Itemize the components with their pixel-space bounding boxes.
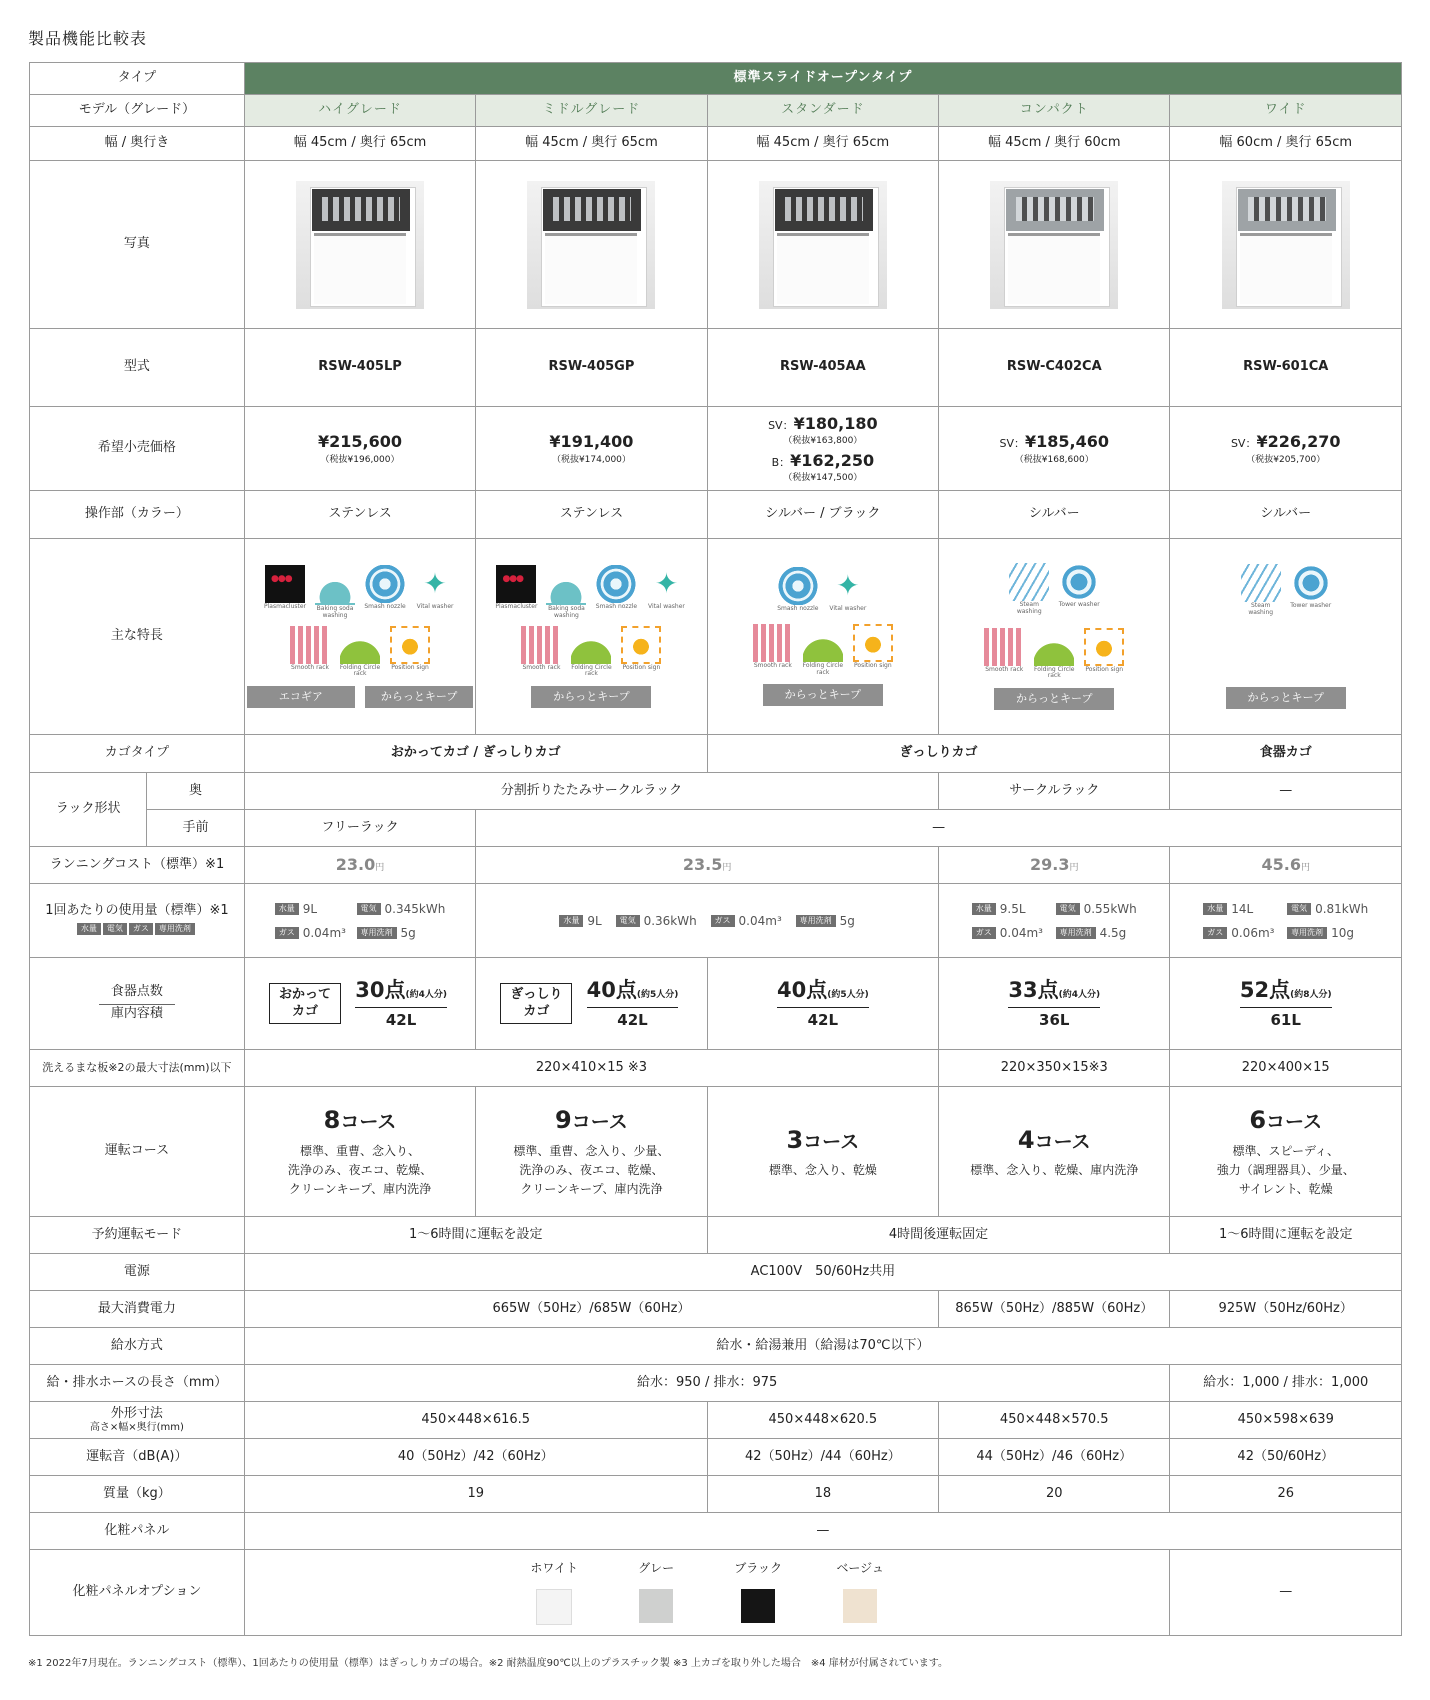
tower-washer-icon: Tower washer	[1289, 564, 1333, 616]
panel-color: シルバー	[939, 491, 1170, 539]
label-rack-front: 手前	[147, 810, 245, 847]
running-cost: 45.6円	[1170, 847, 1402, 884]
label-basket: カゴタイプ	[30, 735, 245, 773]
running-cost: 23.5円	[476, 847, 939, 884]
price-prefix: SV：	[1230, 437, 1257, 451]
course-cell: 4コース 標準、念入り、乾燥、庫内洗浄	[939, 1087, 1170, 1217]
plasmacluster-icon: ●●● Plasmacluster	[263, 565, 307, 619]
weight: 20	[939, 1476, 1170, 1513]
folding-circle-rack-icon: Folding Circle rack	[1032, 628, 1076, 680]
power-value: AC100V 50/60Hz共用	[244, 1254, 1401, 1291]
label-model: モデル（グレード）	[30, 95, 245, 127]
dishwasher-photo	[1222, 181, 1350, 309]
smooth-rack-icon: Smooth rack	[982, 628, 1026, 680]
dishwasher-photo	[759, 181, 887, 309]
timer-mode: 1～6時間に運転を設定	[1170, 1217, 1402, 1254]
water-supply: 給水・給湯兼用（給湯は70℃以下）	[244, 1328, 1401, 1365]
dish-count: 30点(約4人分)	[355, 975, 447, 1007]
row-panel-color	[30, 491, 1402, 539]
price-value: ¥226,270	[1256, 432, 1341, 452]
baking-soda-icon: Baking soda washing	[544, 565, 588, 619]
capacity-cell	[1170, 958, 1402, 1050]
row-usage	[30, 884, 1402, 958]
smooth-rack-icon: Smooth rack	[288, 626, 332, 678]
tower-washer-icon: Tower washer	[1057, 563, 1101, 615]
dishwasher-photo	[296, 181, 424, 309]
grade-standard: スタンダード	[707, 95, 938, 127]
timer-mode: 4時間後運転固定	[707, 1217, 1170, 1254]
dimensions: 450×448×620.5	[707, 1402, 938, 1439]
label-max-power: 最大消費電力	[30, 1291, 245, 1328]
max-power: 665W（50Hz）/685W（60Hz）	[244, 1291, 938, 1328]
label-panel-option: 化粧パネルオプション	[30, 1550, 245, 1636]
usage-legend: 水量 電気 ガス 専用洗剤	[32, 921, 242, 940]
footnote: ※1 2022年7月現在。ランニングコスト（標準）、1回あたりの使用量（標準）はぎっしりカゴの場合。※2 耐熱温度90℃以上のプラスチック製 ※3 上カゴを取り外した場合 ※4 扉材が付属されています。	[28, 1658, 948, 1669]
price-tax-excluded: （税抜¥147,500）	[783, 473, 863, 484]
row-water	[30, 1328, 1402, 1365]
row-board	[30, 1050, 1402, 1087]
position-sign-icon: Position sign	[851, 624, 895, 676]
hose-length: 給水：950 / 排水：975	[244, 1365, 1170, 1402]
swatch-beige: ベージュ	[830, 1560, 890, 1625]
model-number: RSW-405AA	[707, 329, 938, 407]
panel-color: シルバー	[1170, 491, 1402, 539]
row-grade	[30, 95, 1402, 127]
swatch-gray: グレー	[626, 1560, 686, 1625]
basket-type: 食器カゴ	[1170, 735, 1402, 773]
label-dims: 外形寸法 高さ×幅×奥行(mm)	[30, 1402, 245, 1439]
row-timer	[30, 1217, 1402, 1254]
max-power: 865W（50Hz）/885W（60Hz）	[939, 1291, 1170, 1328]
karatto-keep-badge: からっとキープ	[763, 684, 883, 706]
dishwasher-photo	[990, 181, 1118, 309]
price-cell	[476, 407, 707, 491]
course-cell: 6コース 標準、スピーディ、 強力（調理器具）、少量、 サイレント、乾燥	[1170, 1087, 1402, 1217]
price-cell	[939, 407, 1170, 491]
smash-nozzle-icon: Smash nozzle	[594, 565, 638, 619]
panel-options-cell	[244, 1550, 1170, 1636]
plasmacluster-icon: ●●● Plasmacluster	[494, 565, 538, 619]
smooth-rack-icon: Smooth rack	[751, 624, 795, 676]
timer-mode: 1～6時間に運転を設定	[244, 1217, 707, 1254]
price-value: ¥215,600	[318, 432, 403, 452]
noise-level: 44（50Hz）/46（60Hz）	[939, 1439, 1170, 1476]
capacity-cell	[476, 958, 707, 1050]
features-cell	[244, 539, 475, 735]
label-rack-back: 奥	[147, 773, 245, 810]
karatto-keep-badge: からっとキープ	[994, 688, 1114, 710]
dish-count: 33点(約4人分)	[1008, 975, 1100, 1007]
folding-circle-rack-icon: Folding Circle rack	[338, 626, 382, 678]
max-power: 925W（50Hz/60Hz）	[1170, 1291, 1402, 1328]
dish-count: 52点(約8人分)	[1240, 975, 1332, 1007]
inner-volume: 42L	[617, 1010, 648, 1029]
label-hose: 給・排水ホースの長さ（mm）	[30, 1365, 245, 1402]
label-course: 運転コース	[30, 1087, 245, 1217]
price-value: ¥180,180	[793, 413, 878, 433]
label-price: 希望小売価格	[30, 407, 245, 491]
label-rack: ラック形状	[30, 773, 147, 847]
weight: 18	[707, 1476, 938, 1513]
capacity-cell	[939, 958, 1170, 1050]
price-tax-excluded: （税抜¥163,800）	[783, 436, 863, 447]
usage-cell: 水量 9.5L 電気 0.55kWh ガス 0.04m³ 専用洗剤 4.5g	[939, 884, 1170, 958]
row-noise	[30, 1439, 1402, 1476]
price-prefix: B：	[771, 455, 791, 469]
label-noise: 運転音（dB(A)）	[30, 1439, 245, 1476]
folding-circle-rack-icon: Folding Circle rack	[801, 624, 845, 676]
panel-color: ステンレス	[476, 491, 707, 539]
rack-front: —	[476, 810, 1402, 847]
features-cell	[476, 539, 707, 735]
dishwasher-photo	[527, 181, 655, 309]
dimensions: 450×598×639	[1170, 1402, 1402, 1439]
course-list: 標準、スピーディ、 強力（調理器具）、少量、 サイレント、乾燥	[1216, 1144, 1355, 1197]
row-panel-option	[30, 1550, 1402, 1636]
price-prefix: SV：	[768, 418, 794, 432]
model-number: RSW-405GP	[476, 329, 707, 407]
row-max-power	[30, 1291, 1402, 1328]
basket-type: おかってカゴ / ぎっしりカゴ	[244, 735, 707, 773]
smooth-rack-icon: Smooth rack	[519, 626, 563, 678]
model-number: RSW-C402CA	[939, 329, 1170, 407]
row-model-number	[30, 329, 1402, 407]
row-size	[30, 127, 1402, 161]
row-panel	[30, 1513, 1402, 1550]
row-price	[30, 407, 1402, 491]
features-cell	[939, 539, 1170, 735]
type-value: 標準スライドオープンタイプ	[244, 63, 1401, 95]
label-running-cost: ランニングコスト（標準）※1	[30, 847, 245, 884]
price-tax-excluded: （税抜¥174,000）	[551, 454, 631, 465]
grade-middle: ミドルグレード	[476, 95, 707, 127]
model-number: RSW-405LP	[244, 329, 475, 407]
karatto-keep-badge: からっとキープ	[365, 686, 473, 708]
size-cell: 幅 45cm / 奥行 65cm	[707, 127, 938, 161]
dimensions: 450×448×616.5	[244, 1402, 707, 1439]
row-rack-back	[30, 773, 1402, 810]
position-sign-icon: Position sign	[1082, 628, 1126, 680]
smash-nozzle-icon: Smash nozzle	[776, 567, 820, 613]
basket-type: ぎっしりカゴ	[707, 735, 1170, 773]
steam-washing-icon: Steam washing	[1239, 564, 1283, 616]
panel-option-wide: —	[1170, 1550, 1402, 1636]
board-size: 220×410×15 ※3	[244, 1050, 938, 1087]
size-cell: 幅 60cm / 奥行 65cm	[1170, 127, 1402, 161]
grade-compact: コンパクト	[939, 95, 1170, 127]
row-hose	[30, 1365, 1402, 1402]
vital-washer-icon: ✦ Vital washer	[416, 567, 454, 611]
weight: 19	[244, 1476, 707, 1513]
panel-color: シルバー / ブラック	[707, 491, 938, 539]
label-panel-color: 操作部（カラー）	[30, 491, 245, 539]
row-basket	[30, 735, 1402, 773]
price-cell	[707, 407, 938, 491]
folding-circle-rack-icon: Folding Circle rack	[569, 626, 613, 678]
position-sign-icon: Position sign	[388, 626, 432, 678]
board-size: 220×350×15※3	[939, 1050, 1170, 1087]
inner-volume: 36L	[1039, 1010, 1070, 1029]
price-cell	[1170, 407, 1402, 491]
course-list: 標準、念入り、乾燥、庫内洗浄	[970, 1163, 1139, 1178]
usage-cell: 水量 9L 電気 0.36kWh ガス 0.04m³ 専用洗剤 5g	[476, 884, 939, 958]
karatto-keep-badge: からっとキープ	[1226, 687, 1346, 709]
price-prefix: SV：	[999, 437, 1025, 451]
okatte-basket-box: おかって カゴ	[269, 983, 341, 1024]
dish-count: 40点(約5人分)	[587, 975, 679, 1007]
label-timer: 予約運転モード	[30, 1217, 245, 1254]
course-cell: 8コース 標準、重曹、念入り、 洗浄のみ、夜エコ、乾燥、 クリーンキープ、庫内洗浄	[244, 1087, 475, 1217]
price-tax-excluded: （税抜¥168,600）	[1014, 454, 1094, 465]
label-water: 給水方式	[30, 1328, 245, 1365]
label-capacity: 食器点数 庫内容積	[30, 958, 245, 1050]
board-size: 220×400×15	[1170, 1050, 1402, 1087]
row-power	[30, 1254, 1402, 1291]
swatch-white: ホワイト	[524, 1560, 584, 1625]
inner-volume: 61L	[1270, 1010, 1301, 1029]
steam-washing-icon: Steam washing	[1007, 563, 1051, 615]
noise-level: 42（50/60Hz）	[1170, 1439, 1402, 1476]
price-value: ¥162,250	[790, 450, 875, 470]
dimensions: 450×448×570.5	[939, 1402, 1170, 1439]
price-tax-excluded: （税抜¥196,000）	[320, 454, 400, 465]
row-dims	[30, 1402, 1402, 1439]
price-tax-excluded: （税抜¥205,700）	[1246, 454, 1326, 465]
label-photo: 写真	[30, 161, 245, 329]
rack-front: フリーラック	[244, 810, 475, 847]
label-board: 洗えるまな板※2の最大寸法(mm)以下	[30, 1050, 245, 1087]
course-list: 標準、重曹、念入り、 洗浄のみ、夜エコ、乾燥、 クリーンキープ、庫内洗浄	[287, 1144, 433, 1197]
row-type	[30, 63, 1402, 95]
running-cost: 29.3円	[939, 847, 1170, 884]
comparison-table	[29, 62, 1402, 1636]
position-sign-icon: Position sign	[619, 626, 663, 678]
hose-length: 給水：1,000 / 排水：1,000	[1170, 1365, 1402, 1402]
label-weight: 質量（kg）	[30, 1476, 245, 1513]
course-list: 標準、重曹、念入り、少量、 洗浄のみ、夜エコ、乾燥、 クリーンキープ、庫内洗浄	[513, 1144, 670, 1197]
noise-level: 40（50Hz）/42（60Hz）	[244, 1439, 707, 1476]
label-usage: 1回あたりの使用量（標準）※1 水量 電気 ガス 専用洗剤	[30, 884, 245, 958]
row-features	[30, 539, 1402, 735]
row-rack-front	[30, 810, 1402, 847]
swatch-black: ブラック	[728, 1560, 788, 1625]
row-weight	[30, 1476, 1402, 1513]
row-running-cost	[30, 847, 1402, 884]
size-cell: 幅 45cm / 奥行 65cm	[476, 127, 707, 161]
price-value: ¥185,460	[1025, 432, 1110, 452]
label-features: 主な特長	[30, 539, 245, 735]
label-katashiki: 型式	[30, 329, 245, 407]
inner-volume: 42L	[807, 1010, 839, 1029]
rack-back: サークルラック	[939, 773, 1170, 810]
row-capacity	[30, 958, 1402, 1050]
usage-cell: 水量 14L 電気 0.81kWh ガス 0.06m³ 専用洗剤 10g	[1170, 884, 1402, 958]
page-title: 製品機能比較表	[28, 29, 148, 48]
label-panel: 化粧パネル	[30, 1513, 245, 1550]
label-type: タイプ	[30, 63, 245, 95]
eco-gear-badge: エコギア	[247, 686, 355, 708]
price-value: ¥191,400	[549, 432, 634, 452]
features-cell	[707, 539, 938, 735]
size-cell: 幅 45cm / 奥行 65cm	[244, 127, 475, 161]
features-cell	[1170, 539, 1402, 735]
price-cell	[244, 407, 475, 491]
course-cell: 9コース 標準、重曹、念入り、少量、 洗浄のみ、夜エコ、乾燥、 クリーンキープ、庫内洗浄	[476, 1087, 707, 1217]
inner-volume: 42L	[385, 1010, 417, 1029]
vital-washer-icon: ✦ Vital washer	[829, 568, 867, 612]
capacity-cell	[707, 958, 938, 1050]
size-cell: 幅 45cm / 奥行 60cm	[939, 127, 1170, 161]
capacity-cell	[244, 958, 475, 1050]
model-number: RSW-601CA	[1170, 329, 1402, 407]
panel-value: —	[244, 1513, 1401, 1550]
rack-back: 分割折りたたみサークルラック	[244, 773, 938, 810]
running-cost: 23.0円	[244, 847, 475, 884]
gisshiri-basket-box: ぎっしり カゴ	[500, 983, 572, 1024]
vital-washer-icon: ✦ Vital washer	[647, 567, 685, 611]
grade-high: ハイグレード	[244, 95, 475, 127]
usage-cell: 水量 9L 電気 0.345kWh ガス 0.04m³ 専用洗剤 5g	[244, 884, 475, 958]
weight: 26	[1170, 1476, 1402, 1513]
course-cell: 3コース 標準、念入り、乾燥	[707, 1087, 938, 1217]
panel-color: ステンレス	[244, 491, 475, 539]
label-power: 電源	[30, 1254, 245, 1291]
baking-soda-icon: Baking soda washing	[313, 565, 357, 619]
course-list: 標準、念入り、乾燥	[768, 1163, 877, 1178]
noise-level: 42（50Hz）/44（60Hz）	[707, 1439, 938, 1476]
row-course	[30, 1087, 1402, 1217]
karatto-keep-badge: からっとキープ	[531, 686, 651, 708]
smash-nozzle-icon: Smash nozzle	[363, 565, 407, 619]
dish-count: 40点(約5人分)	[777, 975, 869, 1007]
label-size: 幅 / 奥行き	[30, 127, 245, 161]
grade-wide: ワイド	[1170, 95, 1402, 127]
row-photo	[30, 161, 1402, 329]
rack-back: —	[1170, 773, 1402, 810]
